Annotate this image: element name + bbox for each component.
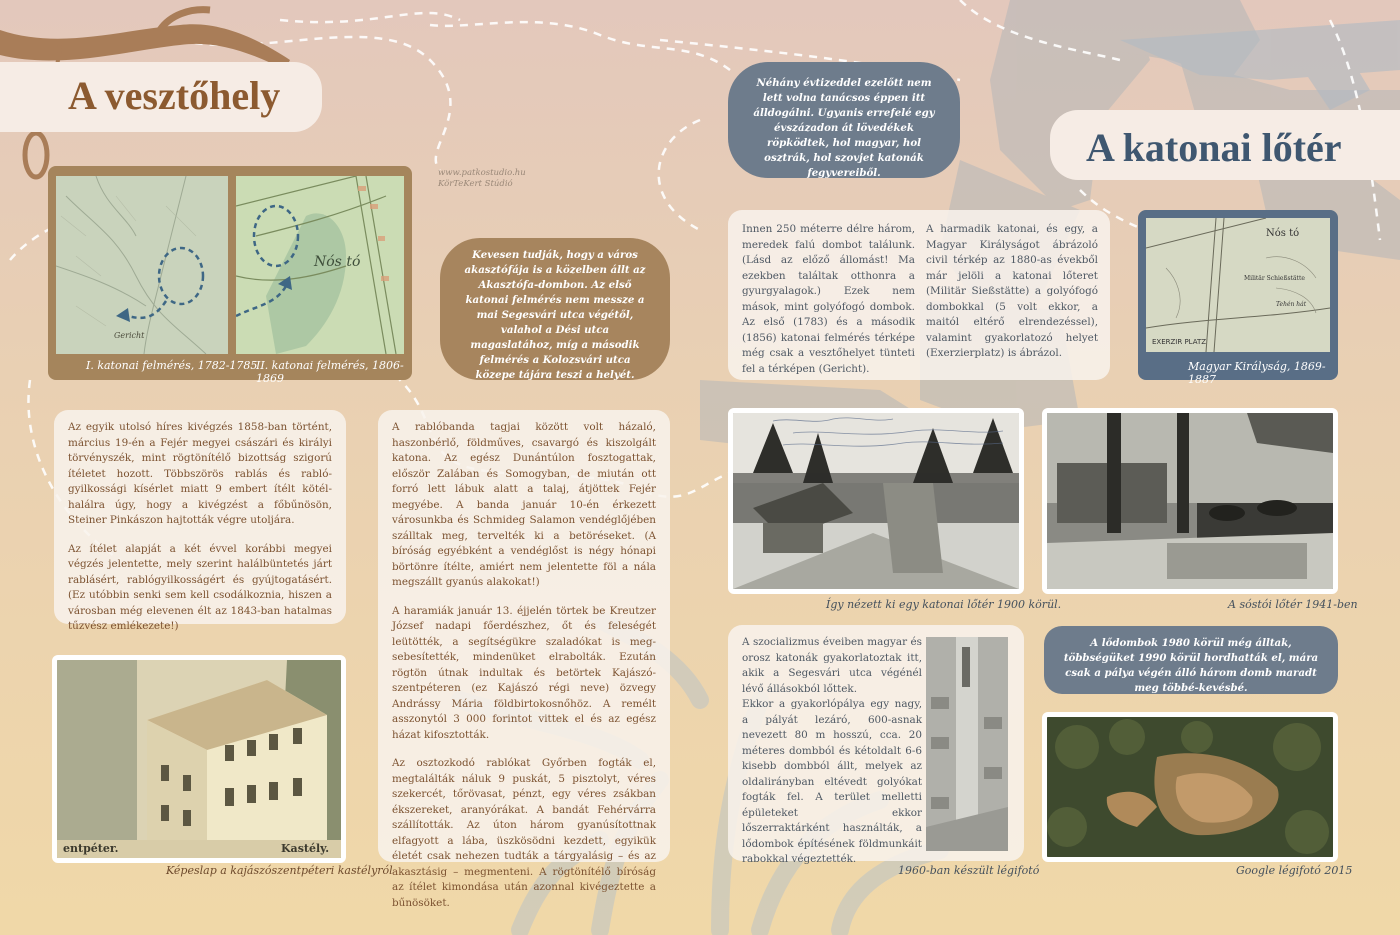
- map-label-gericht: Gericht: [114, 331, 145, 340]
- robber-paragraph-3: Az osztozkodó rablókat Győrben fogták el, megtalálták náluk 9 puskát, 5 pisztolyt, véres szekercét, tőrövasat, pénzt, egy véres zsákban ékszereket, aranyórákat. A bandát Fehérvárra szállították. Az úton három gyanúsítottnak elfagyott a lába, üszkösödni kezdett, egyikük életét csak nehezen tudták a tárgyalásig – és az akasztásig – megmenteni. A rögtönítélő bíróság az ítélet kimondása után azonnal kivégeztette a bűnösöket.: [392, 757, 656, 909]
- execution-text-panel: [54, 410, 346, 632]
- kingdom-map: [1146, 218, 1330, 352]
- left-section-title: A vesztőhely: [0, 62, 322, 132]
- socialism-era-text-panel: [728, 625, 1024, 865]
- credit-line-2: KörTeKert Stúdió: [438, 179, 513, 189]
- range-intro-text-panel: [728, 210, 1110, 380]
- credit-line-1: www.patkostudio.hu: [438, 168, 526, 178]
- kingdom-map-frame: [1138, 210, 1338, 386]
- shooting-range-callout: Néhány évtizeddel ezelőtt nem lett volna tanácsos éppen itt álldogálni. Ugyanis errefelé egy évszázadon át lövedékek röpködtek, hol magyar, hol osztrák, hol szovjet katonák fegyvereiből.: [728, 62, 960, 178]
- castle-postcard-photo: [52, 655, 346, 863]
- google-aerial-photo: [1042, 712, 1338, 862]
- robber-gang-text-panel: [378, 410, 670, 909]
- kingdom-map-caption: Magyar Királyság, 1869-1887: [1188, 360, 1326, 386]
- right-map-label-nos-to: Nós tó: [1266, 228, 1300, 239]
- postcard-text-left: entpéter.: [63, 842, 119, 855]
- second-survey-map: [236, 176, 404, 354]
- map-caption-2: II. katonai felmérés, 1806-1869: [256, 359, 404, 385]
- robber-paragraph-2: A haramiák január 13. éjjelén törtek be Kreutzer József nadapi főerdészhez, őt és feleségét leütötték, a segítségükre szaladókat is meg-sebesítették, mindenüket elrabolták. Ezután rögtön útnak indultak és betörtek Kajászó-szentpéteren (ez Kajászó régi neve) özvegy Andrássy Mária földbirtokosnőhöz. A remélt asszonytól 3 000 forintot vittek el és az egész házat kifosztották.: [392, 604, 656, 741]
- range-intro-column-1: Innen 250 méterre délre három, meredek falú dombot találunk. (Lásd az előző állomást! Ma ezekben találtak otthonra a gyurgyalagok.) Ezek nem mások, mint golyófogó dombok. Az első (1783) és a második (1856) katonai felmérés térképe még csak a vesztőhelyet tünteti fel a térképen (Gericht).: [742, 223, 915, 375]
- map-label-nos-to: Nós tó: [314, 254, 361, 270]
- robber-paragraph-1: A rablóbanda tagjai között volt házaló, haszonbérlő, földműves, csavargó és kiszolgált katona. Az egész Dunántúlon fosztogattak, először Zalában és Somogyban, de miután ott forró lett lábuk alatt a talaj, átjöttek Fejér megyébe. A banda január 10-én érkezett városunkba és Schmideg Salamon vendéglőjében szálltak meg, tervelték ki a betöréseket. (A bíróság egyébként a vendéglőst is négy hónapi börtönre ítélte, amiért nem jelentette föl a nála megszállt gyanús alakokat!): [392, 421, 656, 588]
- historic-maps-frame: [48, 166, 412, 385]
- map-caption-1: I. katonai felmérés, 1782-1785: [86, 359, 258, 372]
- google-aerial-caption: Google légifotó 2015: [1236, 864, 1353, 877]
- range-1941-photo: [1042, 408, 1338, 594]
- socialism-paragraph-1: A szocializmus éveiben magyar és orosz katonák gyakorlatoztak itt, akik a Segesvári utca végénél lévő állásokból lőttek.: [742, 636, 922, 695]
- range-1900-caption: Így nézett ki egy katonai lőtér 1900 körül.: [826, 598, 1062, 611]
- gallows-callout: Kevesen tudják, hogy a város akasztófája is a közelben állt az Akasztófa-dombon. Az első katonai felmérés nem messze a mai Segesvári utca végétől, valahol a Dési utca magaslatához, míg a második felmérés a Kolozsvári utca közepe tájára teszi a helyét.: [440, 238, 670, 380]
- execution-paragraph-2: Az ítélet alapját a két évvel korábbi megyei végzés jelentette, mely szerint halálbüntetés járt rablásért, rablógyilkosságért és gyújtogatásért. (Ez utóbbin senki sem kell csodálkoznia, hiszen a városban még elevenen élt az 1843-ban hatalmas tűzvész emlékezete!): [68, 542, 332, 632]
- right-map-label-tehen: Tehén hát: [1276, 301, 1307, 308]
- aerial-1960-photo: [926, 637, 1008, 851]
- aerial-1960-caption: 1960-ban készült légifotó: [898, 864, 1040, 877]
- execution-paragraph-1: Az egyik utolsó híres kivégzés 1858-ban történt, március 19-én a Fejér megyei császári és királyi törvényszék, mint rögtönítélő bizottság szigorú ítéletet hozott. Többszörös rablás és rabló-gyilkossági kísérlet miatt 9 embert ítélt kötél-halálra úgy, hogy a kivégzést a főbűnösön, Steiner Pinkászon hajtották végre utoljára.: [68, 421, 332, 526]
- range-intro-column-2: A harmadik katonai, és egy, a Magyar Királyságot ábrázoló civil térkép az 1880-as évekből már jelöli a katonai lőteret (Militär Sießstätte) a golyófogó dombokkal (5 volt ekkor, a maitól eltérő elrendezéssel), valamint gyakorlatozó helyet (Exerzierplatz) is ábrázol.: [926, 223, 1098, 359]
- postcard-text-right: Kastély.: [281, 842, 330, 855]
- right-map-label-range: Militär Schießstätte: [1244, 275, 1305, 282]
- range-1900-photo: [728, 408, 1024, 594]
- studio-credit: [438, 168, 526, 190]
- first-survey-map: [56, 176, 228, 354]
- socialism-paragraph-2: Ekkor a gyakorlópálya egy nagy, a pályát lezáró, 600-asnak nevezett 80 m hosszú, cca. 20 méteres dombból és kétoldalt 6-6 kisebb dombból állt, melyek az oldalirányban eltévedt golyókat fogták fel. A terület melletti épületeket ekkor lőszerraktárként használták, a lődombok építésének földmunkáit rabokkal végeztették.: [742, 698, 922, 865]
- mounds-callout: A lődombok 1980 körül még álltak, többségüket 1990 körül hordhatták el, mára csak a pálya végén álló három domb maradt meg többé-kevésbé.: [1044, 626, 1338, 694]
- right-map-label-exerzir: EXERZIR PLATZ: [1152, 338, 1207, 346]
- range-1941-caption: A sóstói lőtér 1941-ben: [1228, 598, 1358, 611]
- postcard-caption: Képeslap a kajászószentpéteri kastélyról: [166, 864, 393, 877]
- right-section-title: A katonai lőtér: [1050, 110, 1400, 180]
